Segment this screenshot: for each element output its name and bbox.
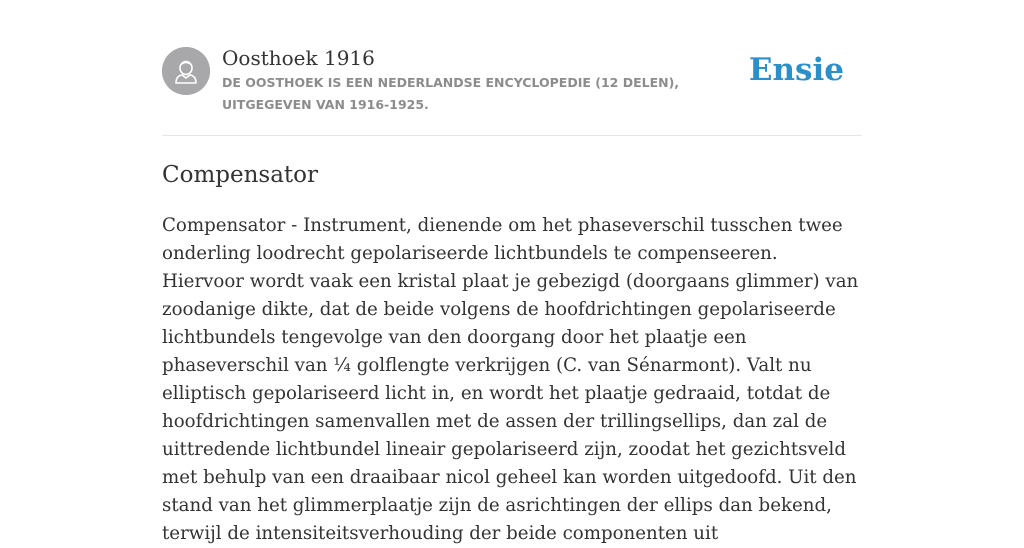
source-header	[162, 46, 862, 136]
source-description: DE OOSTHOEK IS EEN NEDERLANDSE ENCYCLOPEDIE (12 DELEN), UITGEGEVEN VAN 1916-1925.	[222, 75, 680, 112]
article-title: Compensator	[162, 162, 319, 188]
article-body: Compensator - Instrument, dienende om het phaseverschil tusschen twee onderling loodrecht gepolariseerde lichtbundels te compenseeren. Hiervoor wordt vaak een kristal plaat je gebezigd (doorgaans glimmer) van zoodanige dikte, dat de beide volgens de hoofdrichtingen gepolariseerde lichtbundels tengevolge van den doorgang door het plaatje een phaseverschil van ¼ golflengte verkrijgen (C. van Sénarmont). Valt nu elliptisch gepolariseerd licht in, en wordt het plaatje gedraaid, totdat de hoofdrichtingen samenvallen met de assen der trillingsellips, dan zal de uittredende lichtbundel lineair gepolariseerd zijn, zoodat het gezichtsveld met behulp van een draaibaar nicol geheel kan worden uitgedoofd. Uit den stand van het glimmerplaatje zijn de asrichtingen der ellips dan bekend, terwijl de intensiteitsverhouding der beide componenten uit	[162, 215, 859, 544]
source-title[interactable]: Oosthoek 1916	[222, 46, 375, 70]
ensie-logo-link[interactable]: Ensie	[748, 52, 844, 88]
user-avatar-icon[interactable]	[162, 47, 210, 95]
